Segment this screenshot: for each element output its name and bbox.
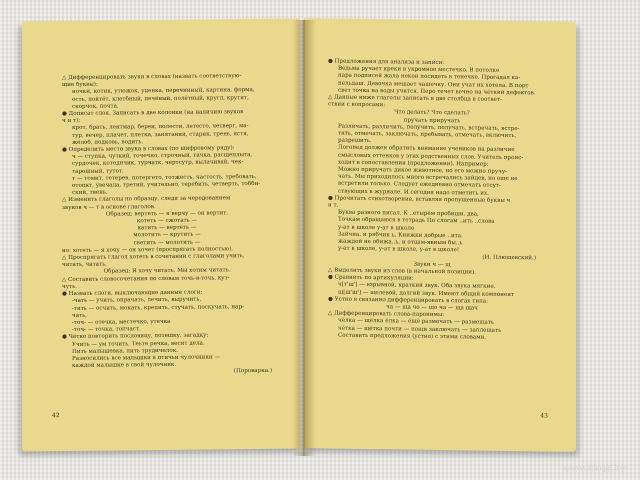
text-line: ● Прочитать стихотворение, вставляя пропущенные буквы ч bbox=[328, 195, 511, 204]
text-line: пельдаш. Девочка мешает чашечку. Они учат их хотела. В порт bbox=[338, 80, 529, 89]
text-line: встретили только. Следует ежедневно отмечать отсут- bbox=[338, 181, 501, 190]
text-line: △ Дифференцировать слова-паронимы: bbox=[328, 310, 445, 319]
text-line: звуков ч — т в основе глаголов. bbox=[62, 203, 156, 211]
text-line: ствующих в журнале. И сегодня надо отметить их. bbox=[338, 188, 489, 197]
text-line: но: хотеть — я хочу — он хочет (проспрягать полностью). bbox=[62, 246, 234, 254]
text-line: разрешить. bbox=[338, 137, 372, 145]
text-line: жёлоб, подковь, водить. bbox=[72, 139, 144, 146]
text-line: ость, пойтёт, клетбный, печёный, полётный, кругл, крутит, bbox=[72, 94, 249, 103]
text-line: ч и т): bbox=[62, 118, 81, 125]
text-line: у-ат в школе у-ат в школе bbox=[338, 224, 415, 232]
text-line: читать, чатать. bbox=[62, 261, 107, 269]
text-line: ● Назвать слоги, выключающие данные слоги: bbox=[62, 289, 203, 298]
text-line: Точкам обращаюся в тетрадь По слогам ..ить ..слова bbox=[338, 217, 495, 226]
text-line: -точ- — отечка, местечко, утечка bbox=[72, 318, 171, 326]
open-book bbox=[22, 20, 582, 458]
left-page bbox=[22, 19, 300, 452]
text-line: -тить — осчить, мокать, крепить, стучать, поскучать, нар- bbox=[72, 303, 244, 312]
text-line: смысловых оттенков у этих родственных слов. Учитель проис- bbox=[338, 152, 524, 161]
text-line: ● Устно в связанно дифференцировать в слогах типа: bbox=[328, 296, 489, 305]
text-line: чать, bbox=[72, 312, 87, 319]
text-line: (И. Плющевский.) bbox=[482, 255, 536, 262]
text-line: скорчок, почта. bbox=[72, 103, 119, 110]
text-line: Различать, различить, получить, получать, встречать, встре- bbox=[338, 123, 520, 132]
right-page bbox=[304, 18, 576, 452]
text-line: и т. bbox=[328, 202, 339, 209]
text-line: сурдочек, котеднчик, турчатк, чертсутр, вылачивай, чек- bbox=[72, 159, 244, 168]
left-page-number: 42 bbox=[52, 411, 60, 419]
text-line: ● Сравнить по артикуляции: bbox=[328, 274, 414, 282]
text-line: чуть. bbox=[62, 283, 77, 290]
text-line: Образец: вертеть — я верчу — он вертит. bbox=[105, 210, 229, 218]
text-line: △ Проспрягать глагол хотеть в сочетании с глаголами учить, bbox=[62, 253, 245, 262]
right-page-number: 43 bbox=[540, 412, 548, 420]
text-line: Логопед должен обратить внимание учеников на различие bbox=[338, 145, 515, 154]
right-page-text bbox=[328, 58, 536, 342]
text-line: пручать приручать bbox=[403, 117, 461, 124]
text-line: каждой малышке в свой чулочник. bbox=[72, 361, 177, 370]
text-line: щие буквы): bbox=[62, 81, 98, 89]
text-line: ствии с вопросами: bbox=[328, 101, 386, 109]
text-line: Разносились все малышки в птичьи чулочники — bbox=[72, 354, 220, 362]
text-line: у-ат в школе, у-ат в школе, у-ат в школе! bbox=[338, 245, 460, 254]
text-line: Что делать? Что сделать? bbox=[394, 109, 470, 117]
text-line: тур, вечер, плачет, плетка, занятании, старик, трень, ястя, bbox=[72, 130, 249, 139]
text-line: Можно приручать дикое животное, но его можно пручу- bbox=[338, 166, 508, 175]
text-line: Звуки ч — щ bbox=[413, 261, 451, 268]
text-line: -чать — учить, опрачать, лечить, выручить, bbox=[72, 296, 202, 305]
text-line: △ Составить словосочетания по словам точь-в-точь, кут- bbox=[62, 274, 230, 283]
text-line: крот, брать, лентмар, береи, полести, летесто, четверг, ма- bbox=[72, 123, 249, 132]
text-line: чётка — щётка почти — пощи заключать — заплещать bbox=[338, 325, 502, 334]
text-line: молотить — крутить — bbox=[133, 232, 201, 239]
text-line: ский, твень. bbox=[72, 189, 108, 197]
text-line: (Пороварка.) bbox=[233, 368, 272, 375]
text-line: ч[т'ш'] — взрывной, краткий звук. Оба звука мягкие. bbox=[338, 281, 496, 291]
text-line: катить — вертеть — bbox=[137, 224, 197, 232]
text-line: Пить малышевка, пить трудичелок. bbox=[72, 347, 178, 355]
text-line: светить — молотить — bbox=[133, 239, 201, 246]
text-line: ● Определить место звука в словах (по шифровому ряду): bbox=[62, 145, 235, 154]
text-line: жаждой не обижа..ь, и отцам-явным бы..ь bbox=[338, 238, 463, 247]
text-line: Образец: Я хочу читать. Мы хотим читать. bbox=[103, 267, 231, 276]
text-line: △ Данные ниже глаголы записать в две столбца в соответ- bbox=[328, 94, 502, 103]
text-line: котеть — сжотать — bbox=[136, 217, 198, 225]
text-line: тарошный, тутот. bbox=[72, 168, 124, 175]
text-line: чёлка — щёлка ёлка — ёщё размечать — размещать bbox=[338, 317, 494, 327]
text-line: Учить — ум точить. Теьте речка, весит дела. bbox=[72, 340, 205, 348]
text-line: щ[ш'ш'] — щелевой, долгий звук. Имеют общий компонент bbox=[338, 289, 515, 298]
text-line: свет точка на воды учится. Перо течет вечно на чёткий дефектов. bbox=[338, 87, 536, 97]
text-line: Зайчиа. и рябчик ь, Книжки добрые ..ита. bbox=[338, 231, 463, 240]
text-line: ● Дописат слоя. Записать в две колонки (на наличию звуков bbox=[62, 109, 244, 118]
text-line: ● Чётко повторить пословицу, потешку, загадку: bbox=[62, 332, 209, 341]
text-line: ● Предложения для анализа и записи: bbox=[328, 58, 445, 67]
text-line: ча — ща чо — що ча — ща щач bbox=[386, 304, 478, 312]
text-line: △ Выделить звуки из слов (в начальной позиции). bbox=[328, 267, 476, 276]
watermark: www.kniga.by bbox=[563, 464, 626, 474]
text-line: тить, отмечать, заключать, пребывать, отмечать, включить, bbox=[338, 130, 517, 140]
text-line: Ведьма ручает креки в укромное местечко. В потолке bbox=[338, 65, 500, 75]
text-line: -точ- — точка, топчаст. bbox=[72, 326, 141, 334]
text-line: ночки, котик, утюжок, уценка, перечинный, картина, форма, bbox=[72, 87, 255, 96]
left-page-text bbox=[62, 73, 272, 378]
text-line: △ Дифференцировать звуки в словах (назвать соответствую- bbox=[62, 73, 242, 82]
book-spine-shadow bbox=[292, 20, 316, 456]
text-line: ч — ступка, чуткий, точечно, строчный, тачка, расщеплыта, bbox=[72, 152, 253, 161]
text-line: пара подписей жала некон посидеть в тенечке. Прогадал ка- bbox=[338, 72, 521, 82]
text-line: т — томит, тетерев, потергето, тотжесть, частость, требовать, bbox=[72, 173, 257, 182]
text-line: △ Изменить глаголы по образцу, следя за чередованием bbox=[62, 195, 231, 204]
text-line: ходит в сопоставлении (предложении). Например: bbox=[338, 159, 489, 168]
text-line: отопкт, увечала, третий, учительно, теребить, четверть, тоббн- bbox=[72, 181, 261, 189]
text-line: чать. Мы приходилось много встречались зайцев, но еще не bbox=[338, 173, 518, 183]
text-line: Буква разного писал. К ..етырём пробиши. два, bbox=[338, 209, 479, 218]
text-line: Составить предложения (устно) с этими словами. bbox=[338, 332, 487, 341]
